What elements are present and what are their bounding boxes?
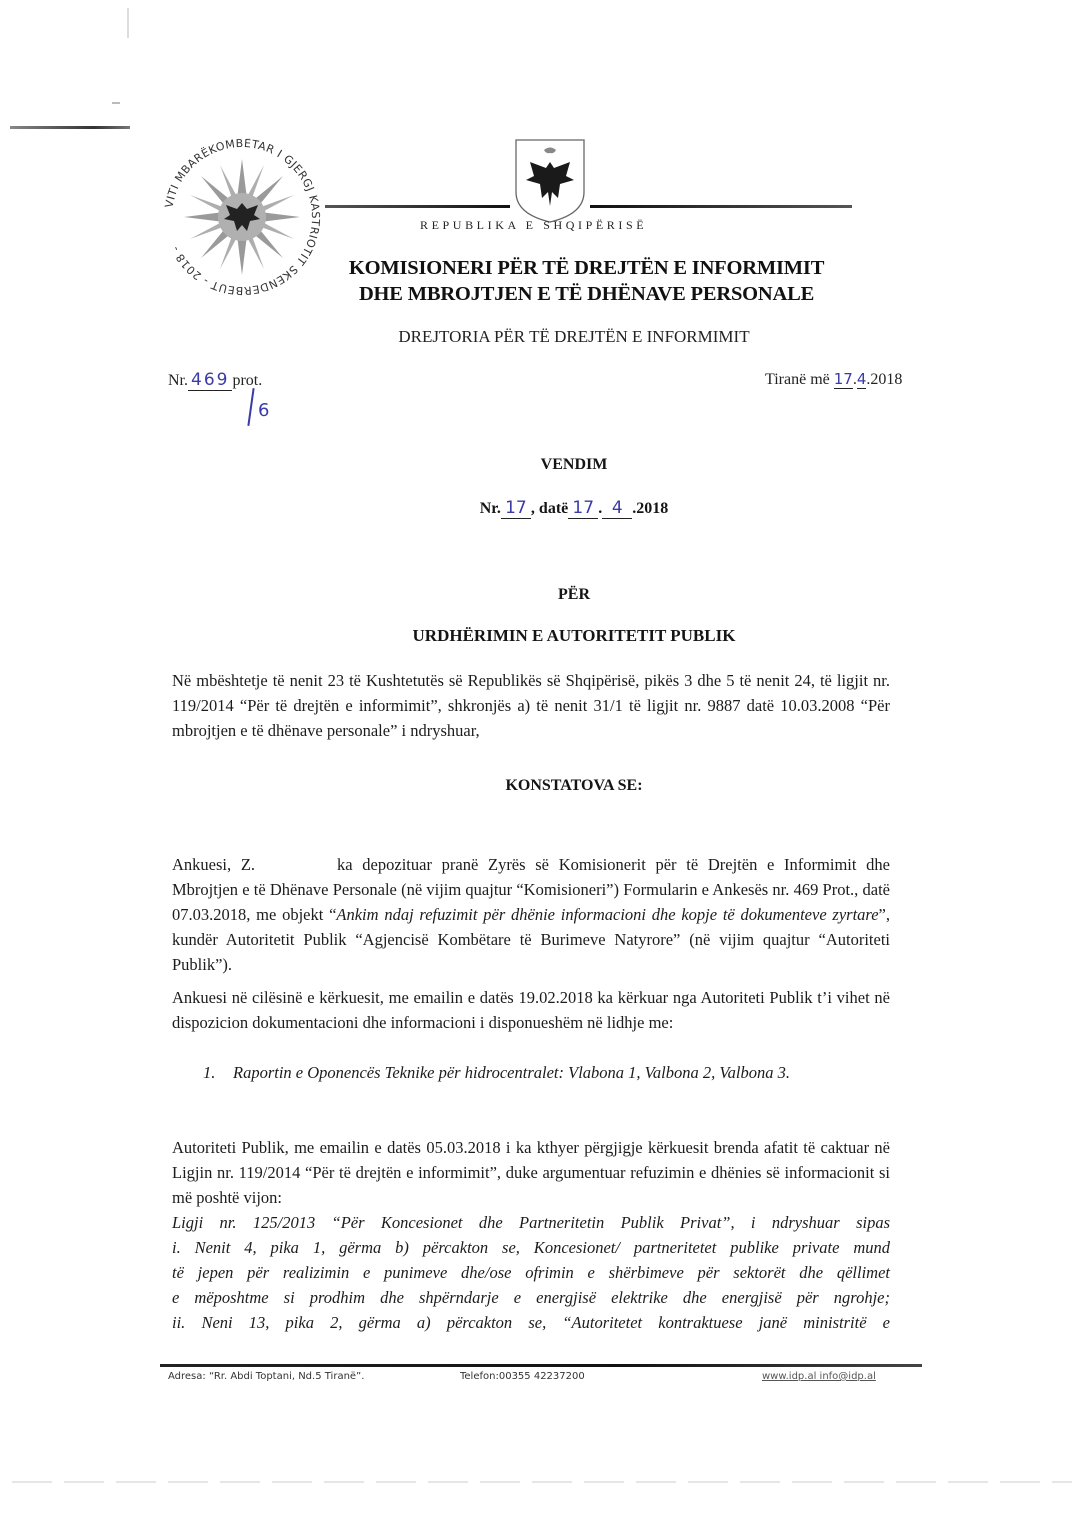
city-label: Tiranë më <box>765 371 830 388</box>
scan-artifact-line <box>10 126 130 129</box>
citation-line: Ligji nr. 125/2013 “Për Koncesionet dhe Partneritetin Publik Privat”, i ndryshuar sipas <box>172 1213 890 1232</box>
decision-nr-handwritten: 17 <box>501 498 531 519</box>
complaint-object: Ankim ndaj refuzimit për dhënie informacioni dhe kopje të dokumenteve zyrtare <box>336 905 879 924</box>
complaint-text: ka depozituar pranë Zyrës së Komisionerit për të Drejtën e Informimit dhe Mbrojtjen e të Dhënave Personale (në vijim quajtur “Komisioneri”) Formularin e Ankesës nr. 469 Prot., datë 07.03.2018, me objekt “ <box>172 855 890 924</box>
decision-year: .2018 <box>632 500 669 517</box>
complainant-label: Ankuesi, Z. <box>172 855 256 874</box>
footer-phone: Telefon:00355 42237200 <box>460 1371 585 1382</box>
date-month-handwritten: 4 <box>856 370 867 388</box>
footer-web-link[interactable]: www.idp.al info@idp.al <box>762 1371 876 1382</box>
handwritten-slash <box>247 388 254 426</box>
complaint-text-end: ”, kundër Autoritetit Publik “Agjencisë Kombëtare të Burimeve Natyrore” (në vijim quajtur “Autoriteti Publik”). <box>172 905 890 974</box>
protocol-sub-handwritten: 6 <box>258 400 270 421</box>
decision-nr-label: Nr. <box>479 500 501 517</box>
request-paragraph: Ankuesi në cilësinë e kërkuesit, me emailin e datës 19.02.2018 ka kërkuar nga Autoriteti Publik t’i vihet në dispozicion dokumentacioni dhe informacioni i disponueshëm në lidhje me: <box>172 988 890 1032</box>
citation-line: të jepen për realizimin e punimeve dhe/ose ofrimin e shërbimeve për sektorët dhe qëllimet <box>172 1263 890 1282</box>
protocol-nr-handwritten: 469 <box>188 370 232 391</box>
decision-date-sep: . <box>598 500 603 517</box>
date-day-handwritten: 17 <box>833 370 853 388</box>
citation-line: ii. Neni 13, pika 2, gërma a) përcakton se, “Autoritetet kontraktuese janë ministritë e <box>172 1313 890 1332</box>
footer-address: Adresa: “Rr. Abdi Toptani, Nd.5 Tiranë”. <box>168 1371 365 1382</box>
complaint-paragraph <box>172 852 890 977</box>
protocol-prot-label: prot. <box>232 372 263 389</box>
decision-month-handwritten: 4 <box>602 498 632 519</box>
protocol-number <box>168 370 262 390</box>
authority-response-paragraph: Autoriteti Publik, me emailin e datës 05.03.2018 i ka kthyer përgjigje kërkuesit brenda afatit të caktuar në Ligjin nr. 119/2014 “Për të drejtën e informimit”, duke argumentuar refuzimin e dhënies së informacionit si më poshtë vijon: <box>172 1138 890 1207</box>
header-rule <box>325 205 510 208</box>
list-item <box>203 1060 890 1085</box>
citation-line: i. Nenit 4, pika 1, gërma b) përcakton se, Koncesionet/ partneritetet publike private mund <box>172 1238 890 1257</box>
citation-line: e mëposhtme si prodhim dhe shpërndarje e energjisë elektrike dhe energjisë për ngrohje; <box>172 1288 890 1307</box>
date-year: .2018 <box>866 371 903 388</box>
decision-title: VENDIM <box>540 456 608 473</box>
directorate-name: DREJTORIA PËR TË DREJTËN E INFORMIMIT <box>398 327 750 346</box>
scan-artifact-dashes <box>12 1481 1072 1483</box>
findings-heading: KONSTATOVA SE: <box>505 777 643 794</box>
republic-label: REPUBLIKA E SHQIPËRISË <box>420 218 648 232</box>
svg-text:VITI MBARËKOMBËTAR I GJERGJ KA: VITI MBARËKOMBËTAR I GJERGJ KASTRIOTIT SKENDERBEUT - 2018 - <box>162 138 323 296</box>
decision-subject: URDHËRIMIN E AUTORITETIT PUBLIK <box>412 626 736 645</box>
city-date: Tiranë më 17.4.2018 <box>765 370 903 388</box>
legal-citation-paragraph <box>172 1210 890 1335</box>
decision-date-label: , datë <box>530 500 569 517</box>
request-list <box>203 1060 890 1085</box>
scan-artifact-mark <box>112 102 120 104</box>
protocol-nr-label: Nr. <box>168 372 188 389</box>
decision-number-line <box>0 498 1088 519</box>
header-rule <box>590 205 852 208</box>
scan-artifact-mark <box>127 8 129 38</box>
footer-rule <box>160 1364 922 1367</box>
list-item-number: 1. <box>203 1063 216 1082</box>
decision-day-handwritten: 17 <box>568 498 598 519</box>
decision-per: PËR <box>558 586 590 603</box>
institution-name-line1: KOMISIONERI PËR TË DREJTËN E INFORMIMIT <box>348 257 825 279</box>
institution-name-line2: DHE MBROJTJEN E TË DHËNAVE PERSONALE <box>358 283 815 305</box>
albanian-coat-of-arms-icon <box>510 136 590 224</box>
legal-basis-paragraph: Në mbështetje të nenit 23 të Kushtetutës së Republikës së Shqipërisë, pikës 3 dhe 5 të nenit 24, të ligjit nr. 119/2014 “Për të drejtën e informimit”, shkronjës a) të nenit 31/1 të ligjit nr. 9887 datë 10.03.2008 “Për mbrojtjen e të dhënave personale” i ndryshuar, <box>172 671 890 740</box>
list-item-text: Raportin e Oponencës Teknike për hidrocentralet: Vlabona 1, Valbona 2, Valbona 3. <box>233 1063 790 1082</box>
